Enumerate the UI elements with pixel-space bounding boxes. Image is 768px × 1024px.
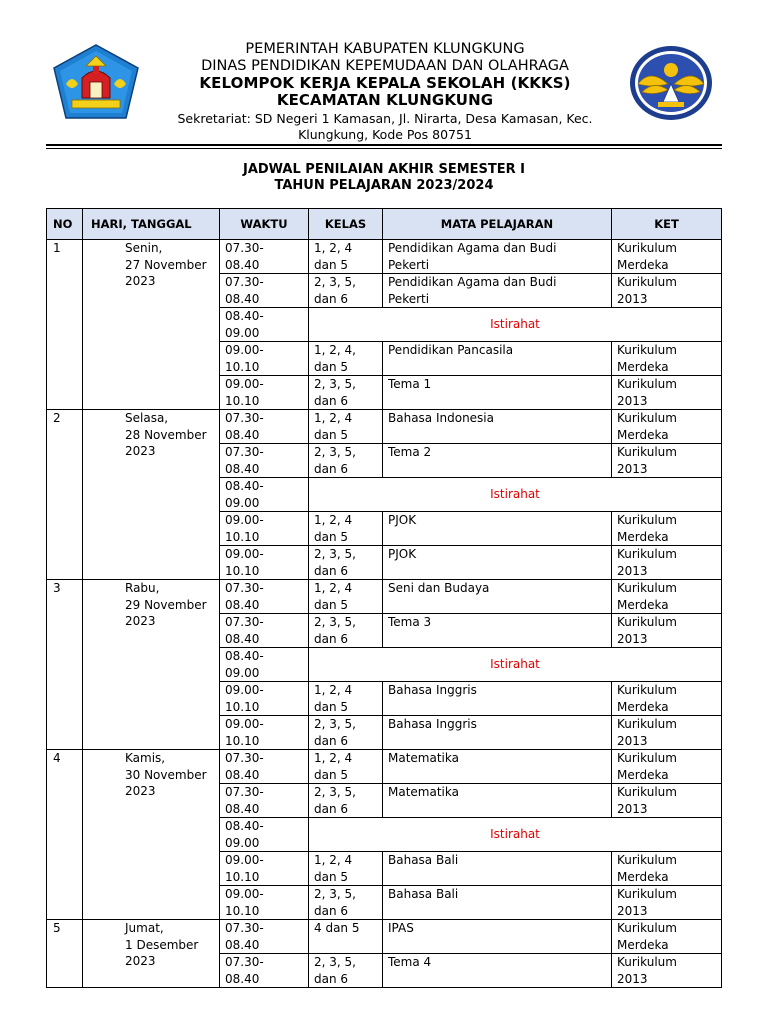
note-cell <box>612 920 722 954</box>
subject-cell <box>383 342 612 376</box>
break-label: Istirahat <box>490 657 540 672</box>
day-date-line-1: 27 November <box>125 257 207 272</box>
time-cell <box>220 716 309 750</box>
note-line-2: Merdeka <box>617 597 669 612</box>
note-cell <box>612 410 722 444</box>
time-start: 08.40- <box>225 479 264 493</box>
class-line-1: 1, 2, 4 <box>314 241 353 255</box>
subject-line-1: Tema 2 <box>388 445 432 459</box>
time-cell <box>220 852 309 886</box>
class-line-1: 1, 2, 4 <box>314 751 353 765</box>
class-line-2: dan 5 <box>314 359 349 374</box>
note-cell <box>612 240 722 274</box>
note-line-2: Merdeka <box>617 767 669 782</box>
subject-line-2: Pekerti <box>388 257 430 272</box>
time-end: 08.40 <box>225 971 260 986</box>
time-end: 08.40 <box>225 291 260 306</box>
time-end: 09.00 <box>225 665 260 680</box>
time-start: 07.30- <box>225 241 264 255</box>
note-line-1: Kurikulum <box>617 921 677 935</box>
break-label: Istirahat <box>490 317 540 332</box>
subject-cell <box>383 682 612 716</box>
table-header-row <box>47 209 722 240</box>
time-end: 10.10 <box>225 733 260 748</box>
time-start: 08.40- <box>225 309 264 323</box>
subject-cell <box>383 546 612 580</box>
time-cell <box>220 648 309 682</box>
note-line-2: 2013 <box>617 563 648 578</box>
note-cell <box>612 682 722 716</box>
time-end: 09.00 <box>225 835 260 850</box>
class-cell <box>309 580 383 614</box>
time-start: 09.00- <box>225 887 264 901</box>
time-end: 08.40 <box>225 801 260 816</box>
subject-line-1: Pendidikan Agama dan Budi <box>388 241 557 255</box>
subject-line-1: Pendidikan Agama dan Budi <box>388 275 557 289</box>
class-cell <box>309 614 383 648</box>
letterhead-rule-thin <box>46 148 722 149</box>
day-number-cell <box>47 240 83 410</box>
time-cell <box>220 920 309 954</box>
subject-line-1: Tema 3 <box>388 615 432 629</box>
letterhead-address-line-1: Sekretariat: SD Negeri 1 Kamasan, Jl. Nirarta, Desa Kamasan, Kec. <box>177 111 593 126</box>
table-row <box>47 410 722 444</box>
class-cell <box>309 784 383 818</box>
class-cell <box>309 716 383 750</box>
day-number: 5 <box>53 921 61 935</box>
note-line-2: 2013 <box>617 903 648 918</box>
header-note: KET <box>612 209 722 240</box>
class-cell <box>309 342 383 376</box>
note-line-1: Kurikulum <box>617 853 677 867</box>
note-cell <box>612 886 722 920</box>
time-end: 08.40 <box>225 461 260 476</box>
subject-line-1: PJOK <box>388 513 417 527</box>
note-line-2: 2013 <box>617 393 648 408</box>
day-date-line-1: 28 November <box>125 427 207 442</box>
day-name: Kamis, <box>125 751 166 765</box>
time-end: 09.00 <box>225 325 260 340</box>
time-end: 08.40 <box>225 937 260 952</box>
note-line-2: 2013 <box>617 461 648 476</box>
header-class: KELAS <box>309 209 383 240</box>
subject-line-1: Seni dan Budaya <box>388 581 490 595</box>
table-row <box>47 580 722 614</box>
note-line-1: Kurikulum <box>617 615 677 629</box>
class-line-1: 1, 2, 4 <box>314 853 353 867</box>
note-line-1: Kurikulum <box>617 683 677 697</box>
class-line-2: dan 6 <box>314 393 349 408</box>
table-body <box>47 240 722 988</box>
time-end: 10.10 <box>225 903 260 918</box>
table-row <box>47 920 722 954</box>
time-cell <box>220 444 309 478</box>
class-line-1: 2, 3, 5, <box>314 887 356 901</box>
time-cell <box>220 240 309 274</box>
time-end: 08.40 <box>225 427 260 442</box>
note-line-2: 2013 <box>617 631 648 646</box>
note-line-2: Merdeka <box>617 359 669 374</box>
subject-line-1: Bahasa Inggris <box>388 717 477 731</box>
class-line-1: 2, 3, 5, <box>314 615 356 629</box>
class-line-1: 4 dan 5 <box>314 921 360 935</box>
day-name: Senin, <box>125 241 163 255</box>
subject-line-1: Bahasa Inggris <box>388 683 477 697</box>
class-line-2: dan 6 <box>314 631 349 646</box>
time-end: 08.40 <box>225 597 260 612</box>
letterhead <box>150 41 620 143</box>
time-cell <box>220 410 309 444</box>
note-cell <box>612 580 722 614</box>
time-cell <box>220 308 309 342</box>
time-cell <box>220 954 309 988</box>
class-line-2: dan 5 <box>314 427 349 442</box>
class-cell <box>309 886 383 920</box>
time-start: 07.30- <box>225 581 264 595</box>
day-name: Jumat, <box>125 921 164 935</box>
day-date-cell <box>83 410 220 580</box>
subject-cell <box>383 274 612 308</box>
class-line-1: 2, 3, 5, <box>314 785 356 799</box>
time-start: 09.00- <box>225 683 264 697</box>
time-start: 08.40- <box>225 819 264 833</box>
subject-cell <box>383 716 612 750</box>
time-cell <box>220 682 309 716</box>
time-start: 07.30- <box>225 275 264 289</box>
class-line-2: dan 5 <box>314 529 349 544</box>
time-start: 08.40- <box>225 649 264 663</box>
subject-line-1: Tema 1 <box>388 377 432 391</box>
time-cell <box>220 376 309 410</box>
subject-line-1: Bahasa Indonesia <box>388 411 494 425</box>
class-line-1: 2, 3, 5, <box>314 445 356 459</box>
time-cell <box>220 512 309 546</box>
time-cell <box>220 614 309 648</box>
subject-cell <box>383 410 612 444</box>
note-cell <box>612 376 722 410</box>
class-cell <box>309 920 383 954</box>
note-line-2: 2013 <box>617 291 648 306</box>
header-time: WAKTU <box>220 209 309 240</box>
class-line-2: dan 6 <box>314 903 349 918</box>
class-cell <box>309 546 383 580</box>
class-line-1: 2, 3, 5, <box>314 547 356 561</box>
note-line-2: 2013 <box>617 971 648 986</box>
class-line-1: 1, 2, 4, <box>314 343 356 357</box>
break-cell <box>309 818 722 852</box>
note-cell <box>612 444 722 478</box>
day-date-cell <box>83 580 220 750</box>
subject-line-1: Tema 4 <box>388 955 432 969</box>
note-cell <box>612 342 722 376</box>
day-date-line-2: 2023 <box>125 784 156 798</box>
note-cell <box>612 954 722 988</box>
letterhead-rule-thick <box>46 144 722 146</box>
class-line-2: dan 6 <box>314 971 349 986</box>
day-number: 1 <box>53 241 61 255</box>
day-date-line-2: 2023 <box>125 274 156 288</box>
day-date-line-1: 29 November <box>125 597 207 612</box>
class-line-2: dan 5 <box>314 597 349 612</box>
header-day-date: HARI, TANGGAL <box>83 209 220 240</box>
note-line-1: Kurikulum <box>617 785 677 799</box>
subject-line-1: Pendidikan Pancasila <box>388 343 514 357</box>
class-cell <box>309 444 383 478</box>
subject-cell <box>383 512 612 546</box>
time-start: 07.30- <box>225 445 264 459</box>
note-line-1: Kurikulum <box>617 343 677 357</box>
time-start: 09.00- <box>225 717 264 731</box>
time-start: 07.30- <box>225 411 264 425</box>
day-date-cell <box>83 240 220 410</box>
subject-cell <box>383 920 612 954</box>
break-label: Istirahat <box>490 827 540 842</box>
note-line-2: Merdeka <box>617 427 669 442</box>
time-end: 10.10 <box>225 563 260 578</box>
time-cell <box>220 580 309 614</box>
note-cell <box>612 750 722 784</box>
class-line-2: dan 5 <box>314 699 349 714</box>
time-start: 07.30- <box>225 751 264 765</box>
day-number-cell <box>47 920 83 988</box>
time-start: 07.30- <box>225 785 264 799</box>
subject-cell <box>383 784 612 818</box>
subject-cell <box>383 580 612 614</box>
break-cell <box>309 478 722 512</box>
class-line-2: dan 5 <box>314 869 349 884</box>
note-line-2: 2013 <box>617 733 648 748</box>
title-line-2: TAHUN PELAJARAN 2023/2024 <box>274 177 494 193</box>
class-line-2: dan 6 <box>314 291 349 306</box>
day-name: Selasa, <box>125 411 169 425</box>
day-number-cell <box>47 410 83 580</box>
time-start: 09.00- <box>225 377 264 391</box>
note-cell <box>612 852 722 886</box>
class-line-2: dan 6 <box>314 733 349 748</box>
note-line-1: Kurikulum <box>617 547 677 561</box>
subject-cell <box>383 954 612 988</box>
subject-cell <box>383 852 612 886</box>
letterhead-line-government: PEMERINTAH KABUPATEN KLUNGKUNG <box>245 41 525 57</box>
day-number: 3 <box>53 581 61 595</box>
note-cell <box>612 274 722 308</box>
time-start: 07.30- <box>225 955 264 969</box>
break-cell <box>309 648 722 682</box>
time-start: 09.00- <box>225 343 264 357</box>
note-cell <box>612 512 722 546</box>
note-cell <box>612 614 722 648</box>
note-line-1: Kurikulum <box>617 513 677 527</box>
class-line-2: dan 6 <box>314 461 349 476</box>
subject-cell <box>383 886 612 920</box>
day-date-line-2: 2023 <box>125 444 156 458</box>
note-line-1: Kurikulum <box>617 955 677 969</box>
class-cell <box>309 512 383 546</box>
subject-line-2: Pekerti <box>388 291 430 306</box>
time-cell <box>220 750 309 784</box>
class-line-1: 2, 3, 5, <box>314 275 356 289</box>
time-end: 10.10 <box>225 529 260 544</box>
class-cell <box>309 954 383 988</box>
time-start: 07.30- <box>225 615 264 629</box>
class-line-1: 2, 3, 5, <box>314 377 356 391</box>
education-wings-icon <box>628 44 714 122</box>
time-start: 07.30- <box>225 921 264 935</box>
note-cell <box>612 784 722 818</box>
day-number-cell <box>47 750 83 920</box>
note-line-1: Kurikulum <box>617 887 677 901</box>
letterhead-address-line-2: Klungkung, Kode Pos 80751 <box>298 127 472 142</box>
break-label: Istirahat <box>490 487 540 502</box>
class-cell <box>309 750 383 784</box>
subject-cell <box>383 444 612 478</box>
class-cell <box>309 240 383 274</box>
subject-line-1: Bahasa Bali <box>388 887 459 901</box>
table-row <box>47 240 722 274</box>
time-cell <box>220 546 309 580</box>
note-cell <box>612 716 722 750</box>
time-end: 09.00 <box>225 495 260 510</box>
day-date-line-1: 30 November <box>125 767 207 782</box>
time-end: 10.10 <box>225 869 260 884</box>
subject-cell <box>383 240 612 274</box>
time-cell <box>220 886 309 920</box>
note-line-1: Kurikulum <box>617 241 677 255</box>
day-number: 2 <box>53 411 61 425</box>
note-line-2: Merdeka <box>617 869 669 884</box>
subject-line-1: Matematika <box>388 785 459 799</box>
header-no: NO <box>47 209 83 240</box>
class-line-1: 1, 2, 4 <box>314 411 353 425</box>
note-line-2: Merdeka <box>617 257 669 272</box>
time-end: 08.40 <box>225 631 260 646</box>
subject-cell <box>383 376 612 410</box>
letterhead-line-organization: KELOMPOK KERJA KEPALA SEKOLAH (KKKS) <box>199 74 571 92</box>
regency-emblem-icon <box>52 44 140 120</box>
note-line-1: Kurikulum <box>617 411 677 425</box>
time-end: 08.40 <box>225 767 260 782</box>
subject-cell <box>383 614 612 648</box>
day-date-cell <box>83 920 220 988</box>
exam-schedule-table <box>46 208 722 988</box>
letterhead-line-department: DINAS PENDIDIKAN KEPEMUDAAN DAN OLAHRAGA <box>201 58 569 74</box>
note-line-1: Kurikulum <box>617 377 677 391</box>
note-line-1: Kurikulum <box>617 751 677 765</box>
note-cell <box>612 546 722 580</box>
subject-line-1: Bahasa Bali <box>388 853 459 867</box>
class-line-2: dan 5 <box>314 257 349 272</box>
class-cell <box>309 274 383 308</box>
class-line-2: dan 6 <box>314 801 349 816</box>
subject-line-1: PJOK <box>388 547 417 561</box>
time-end: 10.10 <box>225 393 260 408</box>
class-line-1: 1, 2, 4 <box>314 513 353 527</box>
note-line-1: Kurikulum <box>617 717 677 731</box>
note-line-2: 2013 <box>617 801 648 816</box>
class-cell <box>309 410 383 444</box>
header-subject: MATA PELAJARAN <box>383 209 612 240</box>
class-line-1: 2, 3, 5, <box>314 717 356 731</box>
day-name: Rabu, <box>125 581 160 595</box>
class-cell <box>309 852 383 886</box>
day-date-line-2: 2023 <box>125 614 156 628</box>
time-start: 09.00- <box>225 853 264 867</box>
letterhead-line-district: KECAMATAN KLUNGKUNG <box>276 91 494 109</box>
subject-line-1: IPAS <box>388 921 414 935</box>
note-line-1: Kurikulum <box>617 275 677 289</box>
subject-cell <box>383 750 612 784</box>
class-line-2: dan 5 <box>314 767 349 782</box>
class-cell <box>309 682 383 716</box>
note-line-1: Kurikulum <box>617 445 677 459</box>
time-end: 10.10 <box>225 699 260 714</box>
time-start: 09.00- <box>225 513 264 527</box>
time-end: 08.40 <box>225 257 260 272</box>
note-line-2: Merdeka <box>617 937 669 952</box>
day-date-cell <box>83 750 220 920</box>
break-cell <box>309 308 722 342</box>
table-row <box>47 750 722 784</box>
time-start: 09.00- <box>225 547 264 561</box>
time-cell <box>220 818 309 852</box>
class-line-1: 1, 2, 4 <box>314 683 353 697</box>
time-cell <box>220 274 309 308</box>
day-date-line-1: 1 Desember 2023 <box>125 937 199 968</box>
class-line-2: dan 6 <box>314 563 349 578</box>
class-line-1: 2, 3, 5, <box>314 955 356 969</box>
day-number: 4 <box>53 751 61 765</box>
title-line-1: JADWAL PENILAIAN AKHIR SEMESTER I <box>242 162 526 177</box>
note-line-1: Kurikulum <box>617 581 677 595</box>
time-cell <box>220 342 309 376</box>
note-line-2: Merdeka <box>617 529 669 544</box>
class-line-1: 1, 2, 4 <box>314 581 353 595</box>
class-cell <box>309 376 383 410</box>
document-title <box>0 162 768 193</box>
time-end: 10.10 <box>225 359 260 374</box>
time-cell <box>220 784 309 818</box>
subject-line-1: Matematika <box>388 751 459 765</box>
note-line-2: Merdeka <box>617 699 669 714</box>
day-number-cell <box>47 580 83 750</box>
time-cell <box>220 478 309 512</box>
